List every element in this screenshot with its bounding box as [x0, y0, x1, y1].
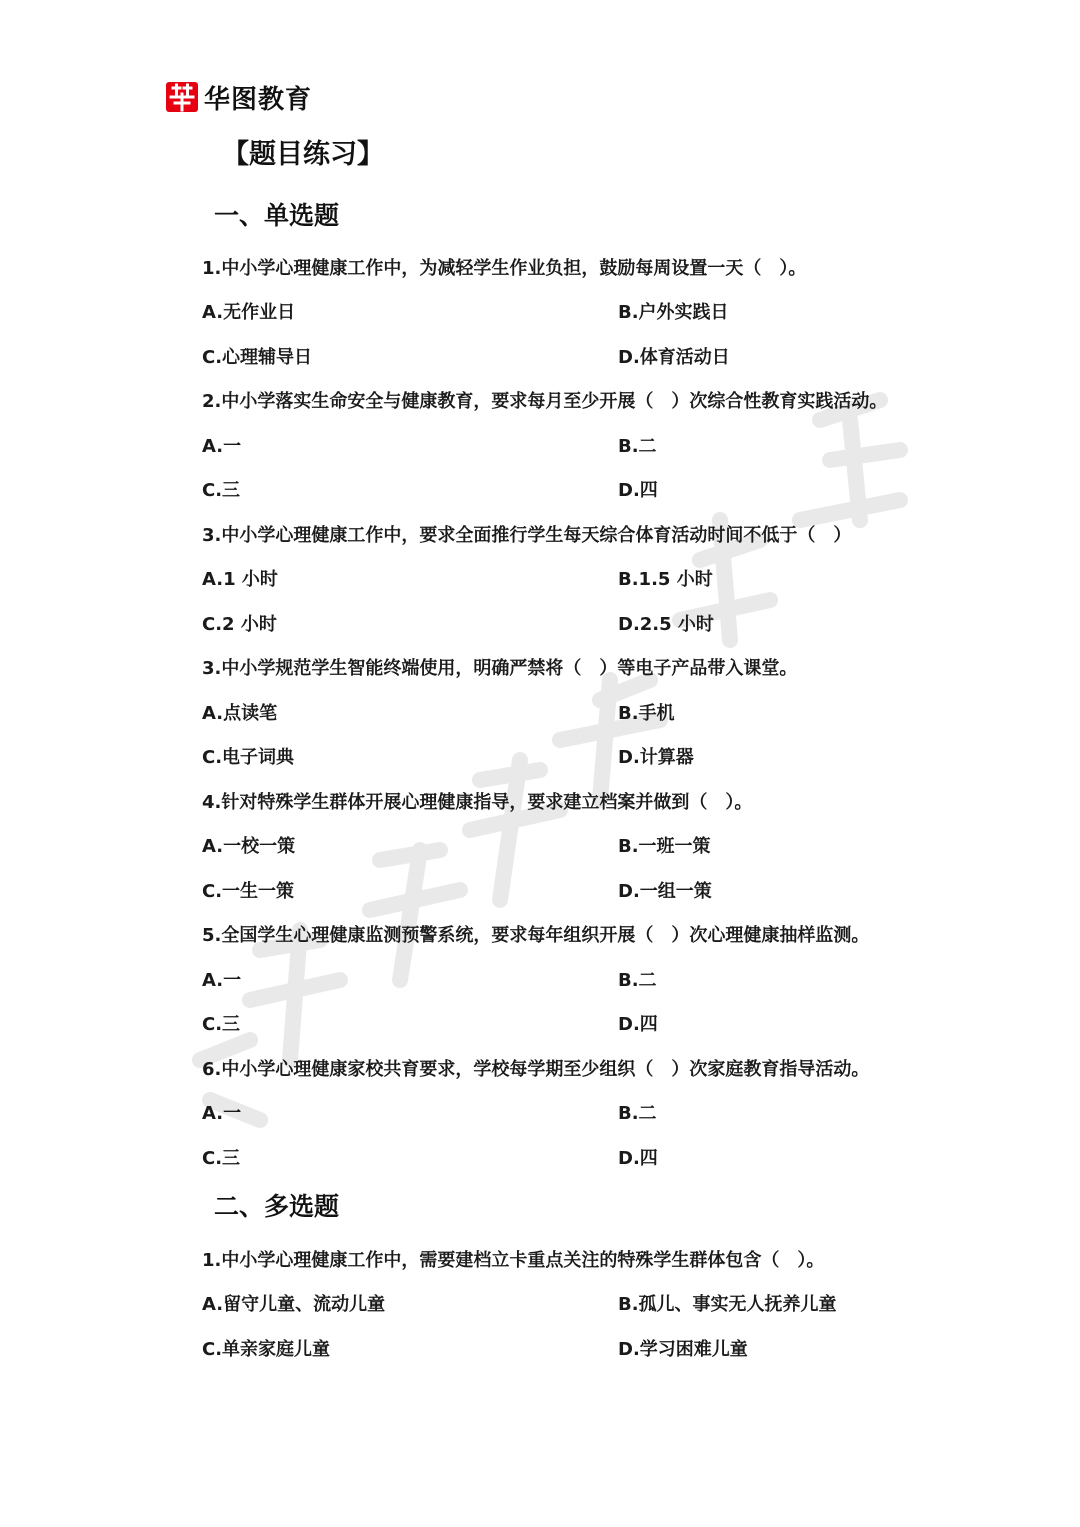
- option-c: C.一生一策: [202, 881, 295, 902]
- question-text: 3.中小学规范学生智能终端使用，明确严禁将（ ）等电子产品带入课堂。: [202, 658, 798, 679]
- option-a: A.无作业日: [202, 302, 296, 323]
- option-c: C.单亲家庭儿童: [202, 1339, 331, 1360]
- option-a: A.一: [202, 970, 242, 991]
- option-c: C.三: [202, 1014, 241, 1035]
- option-c: C.三: [202, 1148, 241, 1169]
- section-heading-single-choice: 一、单选题: [214, 201, 340, 230]
- option-b: B.孤儿、事实无人抚养儿童: [618, 1294, 837, 1315]
- option-d: D.学习困难儿童: [618, 1339, 748, 1360]
- option-b: B.户外实践日: [618, 302, 729, 323]
- question-text: 3.中小学心理健康工作中，要求全面推行学生每天综合体育活动时间不低于（ ）: [202, 525, 852, 546]
- option-a: A.1 小时: [202, 569, 278, 590]
- question-text: 1.中小学心理健康工作中，需要建档立卡重点关注的特殊学生群体包含（ ）。: [202, 1250, 825, 1271]
- option-b: B.二: [618, 970, 657, 991]
- option-d: D.四: [618, 1014, 658, 1035]
- option-d: D.一组一策: [618, 881, 712, 902]
- option-b: B.一班一策: [618, 836, 711, 857]
- option-d: D.计算器: [618, 747, 694, 768]
- brand-name: 华图教育: [204, 84, 313, 115]
- option-c: C.心理辅导日: [202, 347, 313, 368]
- brand-logo: [166, 80, 312, 114]
- option-d: D.2.5 小时: [618, 614, 714, 635]
- option-a: A.一: [202, 1103, 242, 1124]
- option-a: A.一校一策: [202, 836, 296, 857]
- page-title: 【题目练习】: [222, 139, 384, 170]
- option-a: A.留守儿童、流动儿童: [202, 1294, 386, 1315]
- option-b: B.手机: [618, 703, 675, 724]
- question-text: 1.中小学心理健康工作中，为减轻学生作业负担，鼓励每周设置一天（ ）。: [202, 258, 807, 279]
- option-b: B.二: [618, 436, 657, 457]
- option-a: A.点读笔: [202, 703, 278, 724]
- option-b: B.1.5 小时: [618, 569, 713, 590]
- question-text: 6.中小学心理健康家校共育要求，学校每学期至少组织（ ）次家庭教育指导活动。: [202, 1059, 870, 1080]
- option-c: C.2 小时: [202, 614, 277, 635]
- huatu-logo-icon: [166, 82, 198, 112]
- option-d: D.体育活动日: [618, 347, 730, 368]
- option-a: A.一: [202, 436, 242, 457]
- section-heading-multiple-choice: 二、多选题: [214, 1192, 340, 1221]
- option-d: D.四: [618, 480, 658, 501]
- option-b: B.二: [618, 1103, 657, 1124]
- option-d: D.四: [618, 1148, 658, 1169]
- question-text: 2.中小学落实生命安全与健康教育，要求每月至少开展（ ）次综合性教育实践活动。: [202, 391, 888, 412]
- option-c: C.三: [202, 480, 241, 501]
- question-text: 5.全国学生心理健康监测预警系统，要求每年组织开展（ ）次心理健康抽样监测。: [202, 925, 870, 946]
- question-text: 4.针对特殊学生群体开展心理健康指导，要求建立档案并做到（ ）。: [202, 792, 753, 813]
- option-c: C.电子词典: [202, 747, 295, 768]
